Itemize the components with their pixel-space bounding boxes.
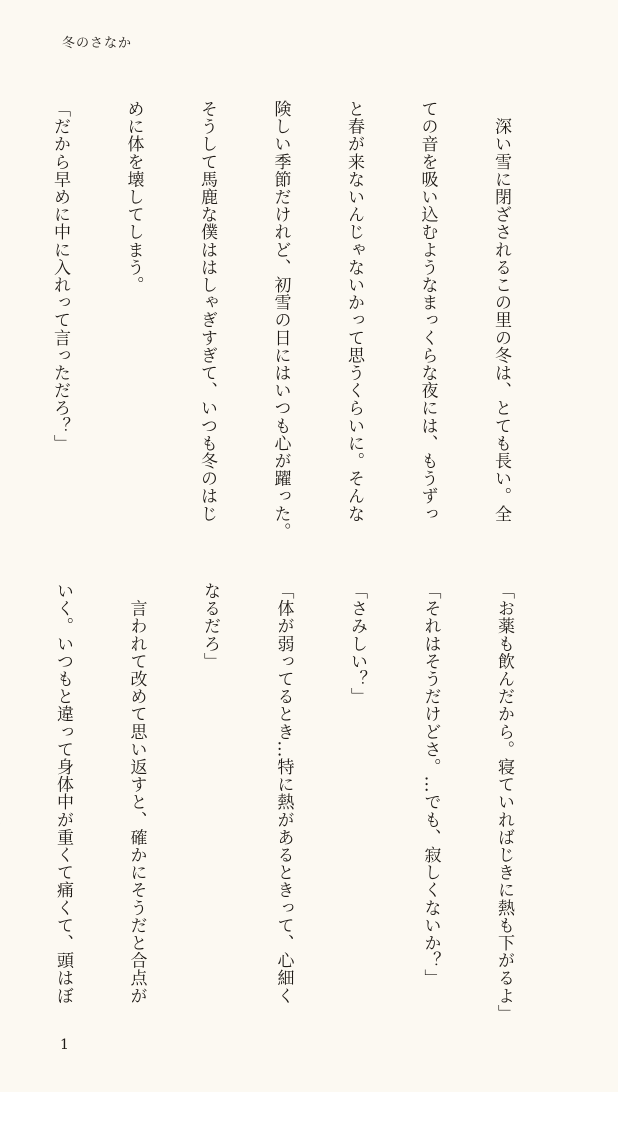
text-line: いく。いつもと違って身体中が重くて痛くて、頭はぼ [53, 582, 73, 1005]
page-number: 1 [60, 1037, 69, 1053]
running-title: 冬のさなか [62, 36, 133, 51]
text-line: 「さみしい？」 [347, 582, 367, 706]
text-line: 深い雪に閉ざされるこの里の冬は、とても長い。全 [491, 100, 511, 523]
text-line: ての音を吸い込むようなまっくらな夜には、もうずっ [417, 100, 438, 523]
text-line: 「それはそうだけどさ。…でも、寂しくないか？」 [420, 582, 441, 987]
text-line: そうして馬鹿な僕ははしゃぎすぎて、いつも冬のはじ [197, 100, 217, 523]
text-line: めに体を壊してしまう。 [123, 100, 144, 294]
text-line: 「お薬も飲んだから。寝ていればじきに熱も下がるよ」 [494, 582, 514, 1022]
text-line: なるだろ」 [200, 582, 220, 670]
text-line: と春が来ないんじゃないかって思うくらいに。そんな [344, 100, 364, 523]
text-line: 「体が弱ってるとき…特に熱があるときって、心細く [273, 582, 294, 1005]
text-line: 言われて改めて思い返すと、確かにそうだと合点が [126, 582, 147, 1005]
text-line [0, 582, 2, 1012]
text-line: 「だから早めに中に入れって言っただろ？」 [50, 100, 70, 452]
text-line: 険しい季節だけれど、初雪の日にはいつも心が躍った。 [270, 100, 291, 540]
text-block-upper [50, 100, 562, 540]
text-block-lower [53, 582, 565, 1022]
